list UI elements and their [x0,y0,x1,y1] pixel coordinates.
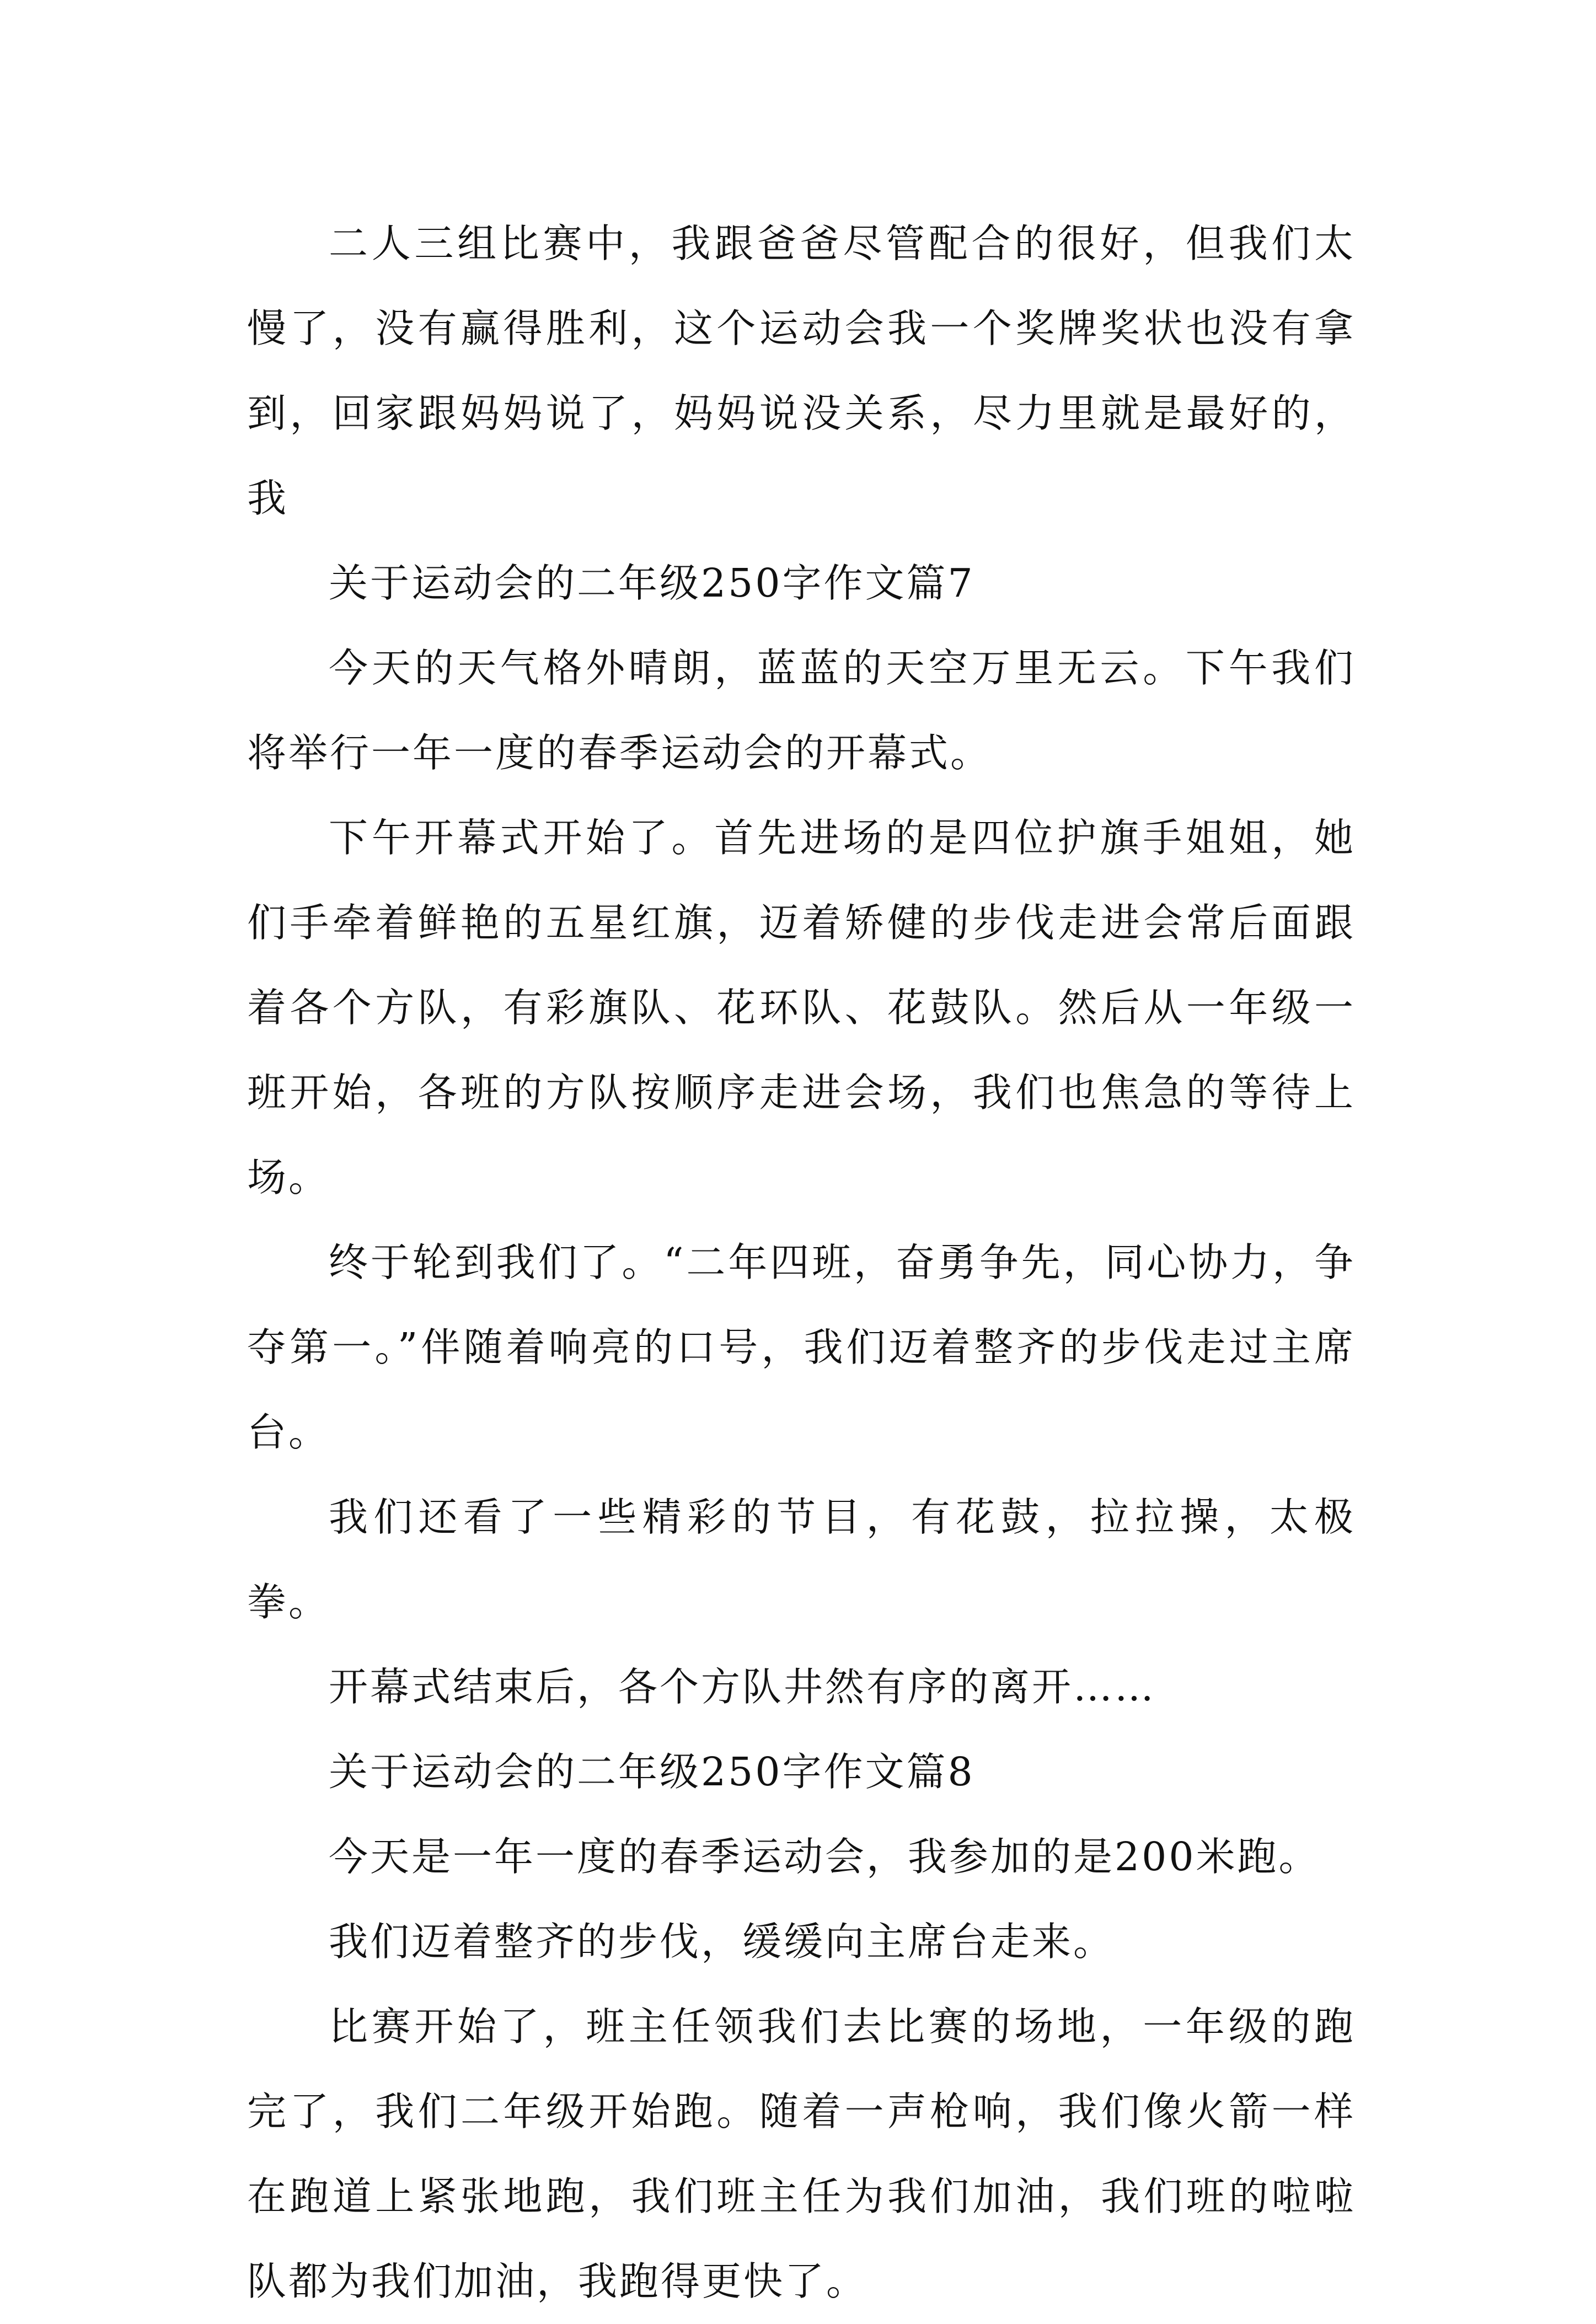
paragraph: 我们迈着整齐的步伐，缓缓向主席台走来。 [329,1919,1115,1965]
document-body [247,201,1356,2324]
paragraph: 下午开幕式开始了。首先进场的是四位护旗手姐姐，她们手牵着鲜艳的五星红旗，迈着矫健的步伐走进会常后面跟着各个方队，有彩旗队、花环队、花鼓队。然后从一年级一班开始，各班的方队按顺序走进会场，我们也焦急的等待上场。 [247,815,1356,1200]
paragraph: 开幕式结束后，各个方队井然有序的离开…… [329,1664,1156,1710]
paragraph: 今天的天气格外晴朗，蓝蓝的天空万里无云。下午我们将举行一年一度的春季运动会的开幕式。 [247,645,1356,776]
paragraph: 终于轮到我们了。“二年四班，奋勇争先，同心协力，争夺第一。”伴随着响亮的口号，我们迈着整齐的步伐走过主席台。 [247,1239,1356,1455]
section-heading: 关于运动会的二年级250字作文篇7 [329,560,975,606]
section-heading: 关于运动会的二年级250字作文篇8 [329,1749,975,1795]
paragraph: 二人三组比赛中，我跟爸爸尽管配合的很好，但我们太慢了，没有赢得胜利，这个运动会我一个奖牌奖状也没有拿到，回家跟妈妈说了，妈妈说没关系，尽力里就是最好的，我 [247,221,1356,521]
paragraph: 今天是一年一度的春季运动会，我参加的是200米跑。 [329,1834,1320,1880]
paragraph: 比赛开始了，班主任领我们去比赛的场地，一年级的跑完了，我们二年级开始跑。随着一声枪响，我们像火箭一样在跑道上紧张地跑，我们班主任为我们加油，我们班的啦啦队都为我们加油，我跑得更快了。 [247,2004,1356,2304]
paragraph: 我们还看了一些精彩的节目，有花鼓，拉拉操，太极拳。 [247,1494,1356,1625]
